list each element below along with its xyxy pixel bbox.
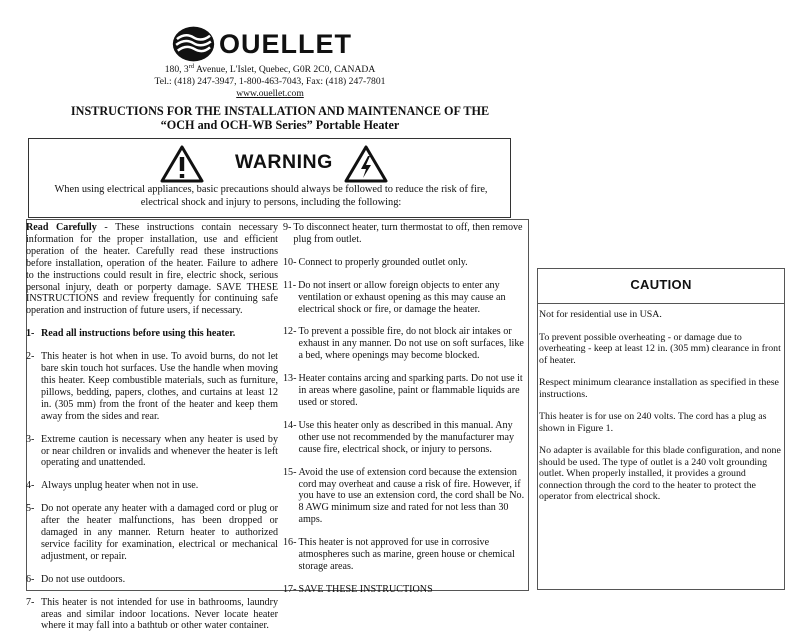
warning-heading — [160, 145, 390, 181]
instruction-item: 2- This heater is hot when in use. To avoid burns, do not let bare skin touch hot surfaces. Use the handle when moving this heater. Keep combustible materials, such as furniture, pillows, bedding, papers, clothes, and curtains at least 12 in. (305 mm) from the front of the heater and keep them away from the sides and rear. — [26, 351, 278, 422]
ouellet-logo-icon — [172, 22, 215, 66]
document-title — [20, 104, 540, 132]
website-link[interactable]: www.ouellet.com — [236, 88, 304, 99]
lightning-triangle-icon — [344, 145, 388, 183]
company-address — [130, 64, 410, 100]
instruction-item: 16- This heater is not approved for use in corrosive atmospheres such as marine, green house or chemical storage areas. — [283, 537, 515, 572]
caution-paragraph: Not for residential use in USA. — [539, 309, 662, 320]
instruction-item: 3- Extreme caution is necessary when any heater is used by or near children or invalids and whenever the heater is left operating and unattended. — [26, 433, 278, 469]
address-line-1: 180, 3rd Avenue, L'Islet, Quebec, G0R 2C0, CANADA — [164, 62, 376, 75]
address-line-2: Tel.: (418) 247-3947, 1-800-463-7043, Fax: (418) 247-7801 — [154, 76, 386, 87]
title-line-1: INSTRUCTIONS FOR THE INSTALLATION AND MAINTENANCE OF THE — [70, 104, 490, 118]
warning-line-2: electrical shock and injury to persons, including the following: — [140, 196, 402, 208]
instruction-item: 13- Heater contains arcing and sparking parts. Do not use it in areas where gasoline, paint or flammable liquids are used or stored. — [283, 373, 523, 408]
instruction-item: 15- Avoid the use of extension cord because the extension cord may overheat and cause a risk of fire. However, if you have to use an extension cord, the cord shall be No. 8 AWG minimum size and rated for not less than 30 amps. — [283, 466, 525, 526]
warning-line-1: When using electrical appliances, basic precautions should always be followed to reduce the risk of fire, — [54, 184, 488, 195]
intro-paragraph: Read Carefully - These instructions contain necessary information for the proper installation, use and efficient operation of the heater. Carefully read these instructions before installation, operation of the heater. Failure to adhere to the instructions could result in fire, electric shock, serious personal injury, death or porperty damage. SAVE THESE INSTRUCTIONS and review frequently for continuing safe operation and instruction of future users, if necessary. — [26, 222, 278, 317]
caution-paragraph: This heater is for use on 240 volts. The cord has a plug as shown in Figure 1. — [539, 411, 767, 434]
instruction-item: 17- SAVE THESE INSTRUCTIONS — [283, 583, 433, 595]
exclamation-triangle-icon — [160, 145, 204, 183]
warning-text — [36, 184, 506, 209]
title-line-2: “OCH and OCH-WB Series” Portable Heater — [160, 118, 400, 132]
instruction-item: 10- Connect to properly grounded outlet only. — [283, 256, 468, 268]
instruction-item: 6- Do not use outdoors. — [26, 573, 126, 585]
caution-paragraph: No adapter is available for this blade configuration, and none should be used. The type of outlet is a 240 volt grounding outlet. When properly installed, it provides a ground connection through the cord to the heater to protect the operator from electrical shock. — [539, 445, 781, 502]
instruction-item: 7- This heater is not intended for use in bathrooms, laundry areas and similar indoor locations. Never locate heater where it may fall into a bathtub or other water container. — [26, 596, 278, 632]
instructions-right-column — [283, 222, 526, 607]
logo-text: OUELLET — [219, 28, 352, 59]
caution-text — [539, 309, 782, 514]
instruction-item: 4- Always unplug heater when not in use. — [26, 480, 199, 492]
caution-title: CAUTION — [630, 277, 692, 292]
instruction-item: 5- Do not operate any heater with a damaged cord or plug or after the heater malfunctions, has been dropped or damaged in any manner. Return heater to authorized service facility for examination, electrical or mechanical adjustment, or repair. — [26, 503, 278, 562]
caution-paragraph: To prevent possible overheating - or damage due to overheating - keep at least 12 in. (305 mm) clearance in front of heater. — [539, 331, 781, 366]
instruction-item: 9- To disconnect heater, turn thermostat to off, then remove plug from outlet. — [283, 222, 523, 245]
instruction-item: 11- Do not insert or allow foreign objects to enter any ventilation or exhaust opening as this may cause an electrical shock or fire, or damage the heater. — [283, 279, 506, 315]
company-logo — [172, 20, 352, 68]
instruction-item: 12- To prevent a possible fire, do not block air intakes or exhaust in any manner. Do not use on soft surfaces, like a bed, where openings may become blocked. — [283, 326, 524, 362]
instructions-left-column — [26, 222, 278, 643]
caution-paragraph: Respect minimum clearance installation as specified in these instructions. — [539, 377, 779, 400]
instruction-item: 1- Read all instructions before using this heater. — [26, 328, 236, 340]
warning-title: WARNING — [235, 151, 333, 173]
instruction-item: 14- Use this heater only as described in this manual. Any other use not recommended by the manufacturer may cause fire, electrical shock, or injury to persons. — [283, 419, 515, 455]
